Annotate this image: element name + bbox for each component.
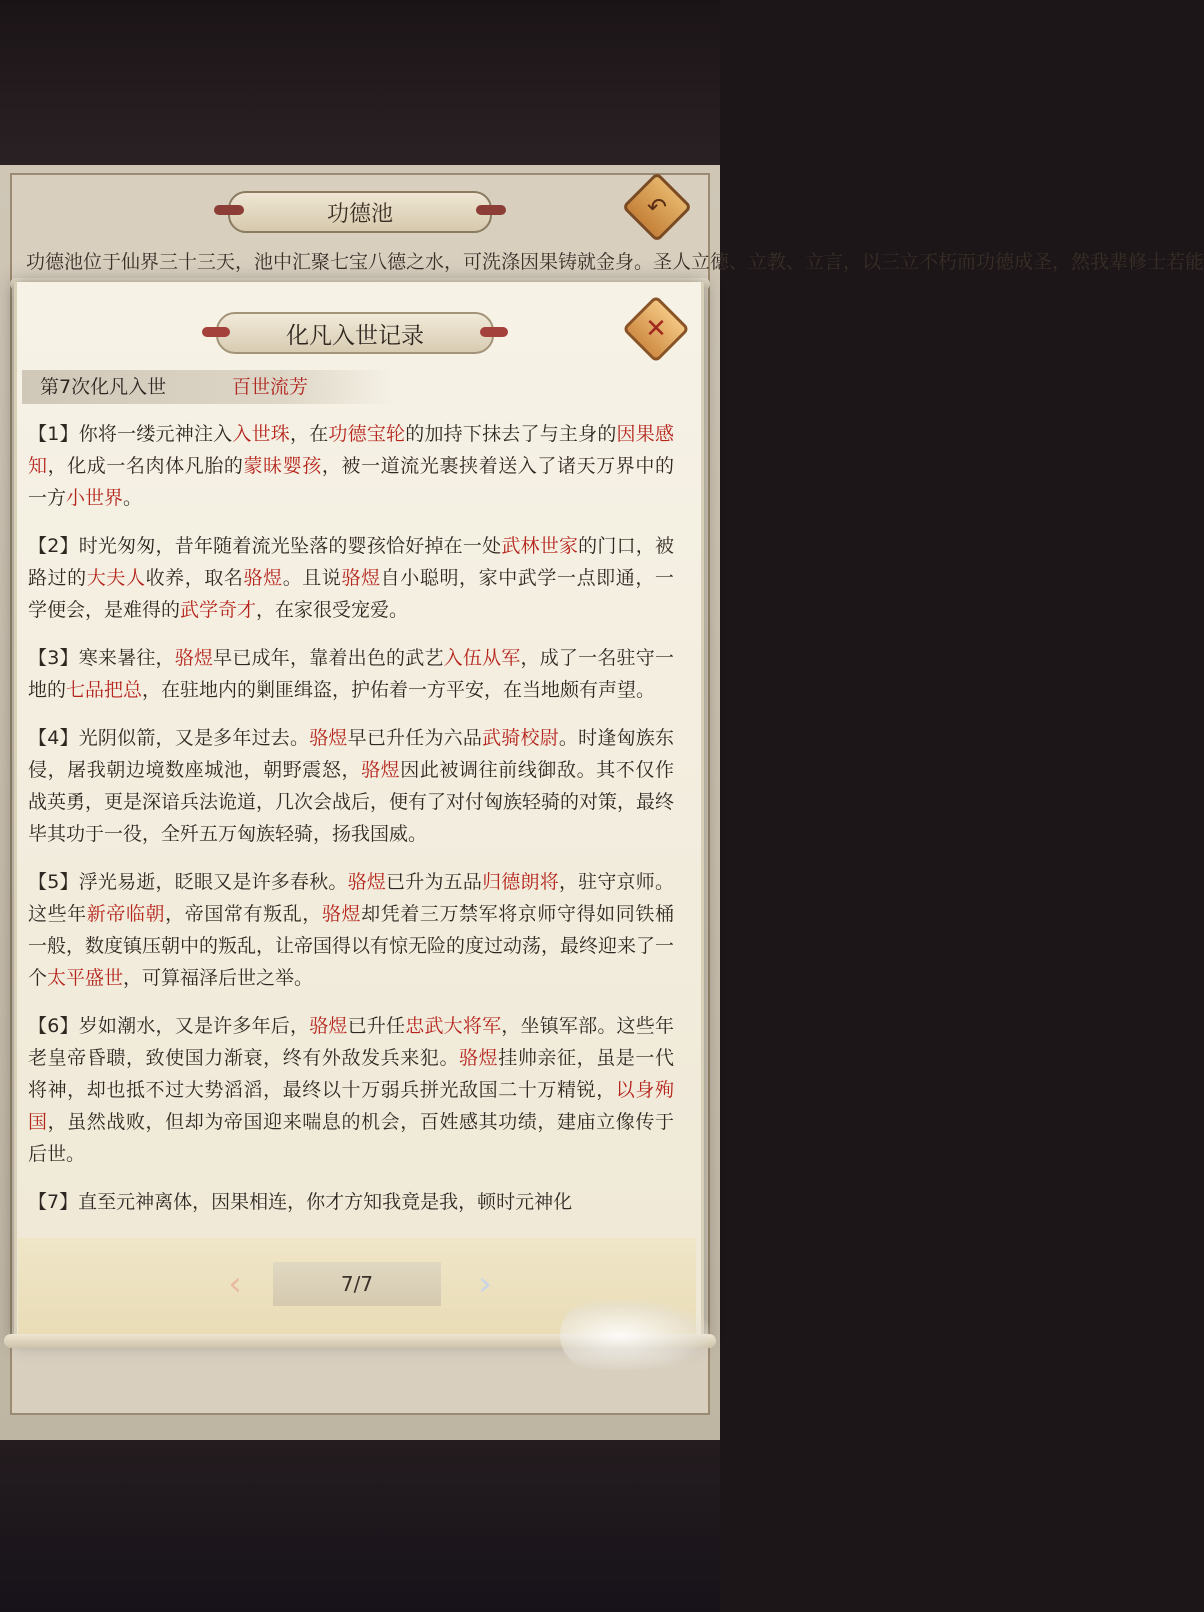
highlight-term: 骆煜 bbox=[347, 871, 387, 893]
highlight-term: 忠武大将军 bbox=[405, 1015, 502, 1037]
highlight-term: 骆煜 bbox=[321, 903, 362, 925]
highlight-term: 蒙昧婴孩 bbox=[243, 455, 322, 477]
record-text: 【3】寒来暑往， bbox=[28, 647, 175, 669]
record-title-plate bbox=[216, 312, 494, 354]
highlight-term: 骆煜 bbox=[309, 1015, 348, 1037]
highlight-term: 骆煜 bbox=[174, 647, 214, 669]
title-cap-right bbox=[476, 205, 506, 215]
top-backdrop bbox=[0, 0, 720, 165]
highlight-term: 入伍从军 bbox=[443, 647, 521, 669]
record-paragraph bbox=[28, 418, 674, 514]
highlight-term: 小世界 bbox=[66, 487, 124, 509]
highlight-term: 归德朗将 bbox=[482, 871, 559, 893]
record-title: 化凡入世记录 bbox=[286, 322, 424, 349]
record-text: ，帝国常有叛乱， bbox=[165, 903, 322, 925]
record-text: 【2】时光匆匆，昔年随着流光坠落的婴孩恰好掉在一处 bbox=[28, 535, 502, 557]
record-text: 早已升任为六品 bbox=[347, 727, 483, 749]
close-icon: ✕ bbox=[645, 314, 667, 344]
highlight-term: 武林世家 bbox=[501, 535, 579, 557]
record-text: 的门口，被路过的 bbox=[28, 535, 674, 589]
record-text: ，虽然战败，但却为帝国迎来喘息的机会，百姓感其功绩，建庙立像传于后世。 bbox=[28, 1111, 674, 1165]
record-text: ，成了一名驻守一地的 bbox=[28, 647, 674, 701]
record-text: 。且说 bbox=[282, 567, 342, 589]
highlight-term: 骆煜 bbox=[309, 727, 348, 749]
title-cap-left bbox=[214, 205, 244, 215]
record-text: 【5】浮光易逝，眨眼又是许多春秋。 bbox=[28, 871, 348, 893]
cloud-decoration bbox=[560, 1300, 710, 1370]
highlight-term: 以身殉国 bbox=[28, 1079, 674, 1133]
page-indicator: 7/7 bbox=[273, 1262, 441, 1306]
highlight-term: 骆煜 bbox=[459, 1047, 499, 1069]
highlight-term: 入世珠 bbox=[232, 423, 290, 445]
record-text: 已升为五品 bbox=[386, 871, 483, 893]
title-cap-left bbox=[202, 327, 230, 337]
record-text: 【7】直至元神离体，因果相连，你才方知我竟是我，顿时元神化 bbox=[28, 1191, 573, 1213]
highlight-term: 骆煜 bbox=[361, 759, 401, 781]
record-text: ，在家很受宠爱。 bbox=[256, 599, 409, 621]
record-paragraph bbox=[28, 1010, 674, 1170]
record-text: 【1】你将一缕元神注入 bbox=[28, 423, 233, 445]
record-text: 自小聪明，家中武学一点即通，一学便会，是难得的 bbox=[28, 567, 674, 621]
record-text: 【6】岁如潮水，又是许多年后， bbox=[28, 1015, 310, 1037]
highlight-term: 七品把总 bbox=[66, 679, 143, 701]
merit-pool-title: 功德池 bbox=[326, 201, 393, 227]
record-paragraph bbox=[28, 642, 674, 706]
record-text: ，驻守京师。这些年 bbox=[28, 871, 674, 925]
merit-pool-title-plate bbox=[228, 191, 492, 233]
record-text: ，被一道流光裹挟着送入了诸天万界中的一方 bbox=[28, 455, 674, 509]
incarnation-count: 第7次化凡入世 bbox=[40, 376, 167, 398]
record-paragraph bbox=[28, 722, 674, 850]
record-text: ，在驻地内的剿匪缉盗，护佑着一方平安，在当地颇有声望。 bbox=[142, 679, 656, 701]
record-text: 【4】光阴似箭，又是多年过去。 bbox=[28, 727, 310, 749]
chevron-right-icon: › bbox=[478, 1264, 492, 1304]
record-text: ，在 bbox=[290, 423, 329, 445]
chevron-left-icon: ‹ bbox=[228, 1264, 242, 1304]
record-paragraph bbox=[28, 530, 674, 626]
record-text: 。时逢匈族东侵，屠我朝边境数座城池，朝野震怒， bbox=[28, 727, 674, 781]
record-text: 却凭着三万禁军将京师守得如同铁桶一般，数度镇压朝中的叛乱，让帝国得以有惊无险的度过动荡，最终迎来了一个 bbox=[28, 903, 675, 989]
record-text: ，坐镇军部。这些年老皇帝昏聩，致使国力渐衰，终有外敌发兵来犯。 bbox=[28, 1015, 674, 1069]
highlight-term: 骆煜 bbox=[243, 567, 283, 589]
record-content[interactable] bbox=[28, 418, 674, 1230]
highlight-term: 武学奇才 bbox=[180, 599, 257, 621]
prev-page-button[interactable] bbox=[220, 1262, 250, 1306]
back-arrow-icon: ↶ bbox=[646, 193, 668, 221]
highlight-term: 因果感知 bbox=[28, 423, 674, 477]
record-subheader bbox=[22, 370, 392, 404]
bottom-backdrop bbox=[0, 1440, 720, 1612]
highlight-term: 武骑校尉 bbox=[482, 727, 559, 749]
highlight-term: 新帝临朝 bbox=[86, 903, 166, 925]
incarnation-evaluation: 百世流芳 bbox=[232, 376, 309, 398]
highlight-term: 太平盛世 bbox=[47, 967, 124, 989]
record-text: 挂帅亲征，虽是一代将神，却也抵不过大势滔滔，最终以十万弱兵拼光敌国二十万精锐， bbox=[28, 1047, 674, 1101]
record-text: 收养，取名 bbox=[145, 567, 244, 589]
record-text: ，可算福泽后世之举。 bbox=[123, 967, 314, 989]
merit-pool-description: 功德池位于仙界三十三天，池中汇聚七宝八德之水，可洗涤因果铸就金身。圣人立德、立教、立言，以三立不朽而功德成圣，然我辈修士若能 bbox=[26, 251, 1204, 273]
next-page-button[interactable] bbox=[470, 1262, 500, 1306]
highlight-term: 骆煜 bbox=[341, 567, 381, 589]
record-text: 的加持下抹去了与主身的 bbox=[405, 423, 617, 445]
record-text: 因此被调往前线御敌。其不仅作战英勇，更是深谙兵法诡道，几次会战后，便有了对付匈族轻骑的对策，最终毕其功于一役，全歼五万匈族轻骑，扬我国威。 bbox=[28, 759, 675, 845]
record-text: 已升任 bbox=[347, 1015, 406, 1037]
highlight-term: 大夫人 bbox=[86, 567, 146, 589]
title-cap-right bbox=[480, 327, 508, 337]
record-text: ，化成一名肉体凡胎的 bbox=[47, 455, 244, 477]
highlight-term: 功德宝轮 bbox=[328, 423, 406, 445]
record-text: 。 bbox=[123, 487, 143, 509]
record-paragraph bbox=[28, 1186, 674, 1218]
record-paragraph bbox=[28, 866, 674, 994]
record-text: 早已成年，靠着出色的武艺 bbox=[213, 647, 444, 669]
